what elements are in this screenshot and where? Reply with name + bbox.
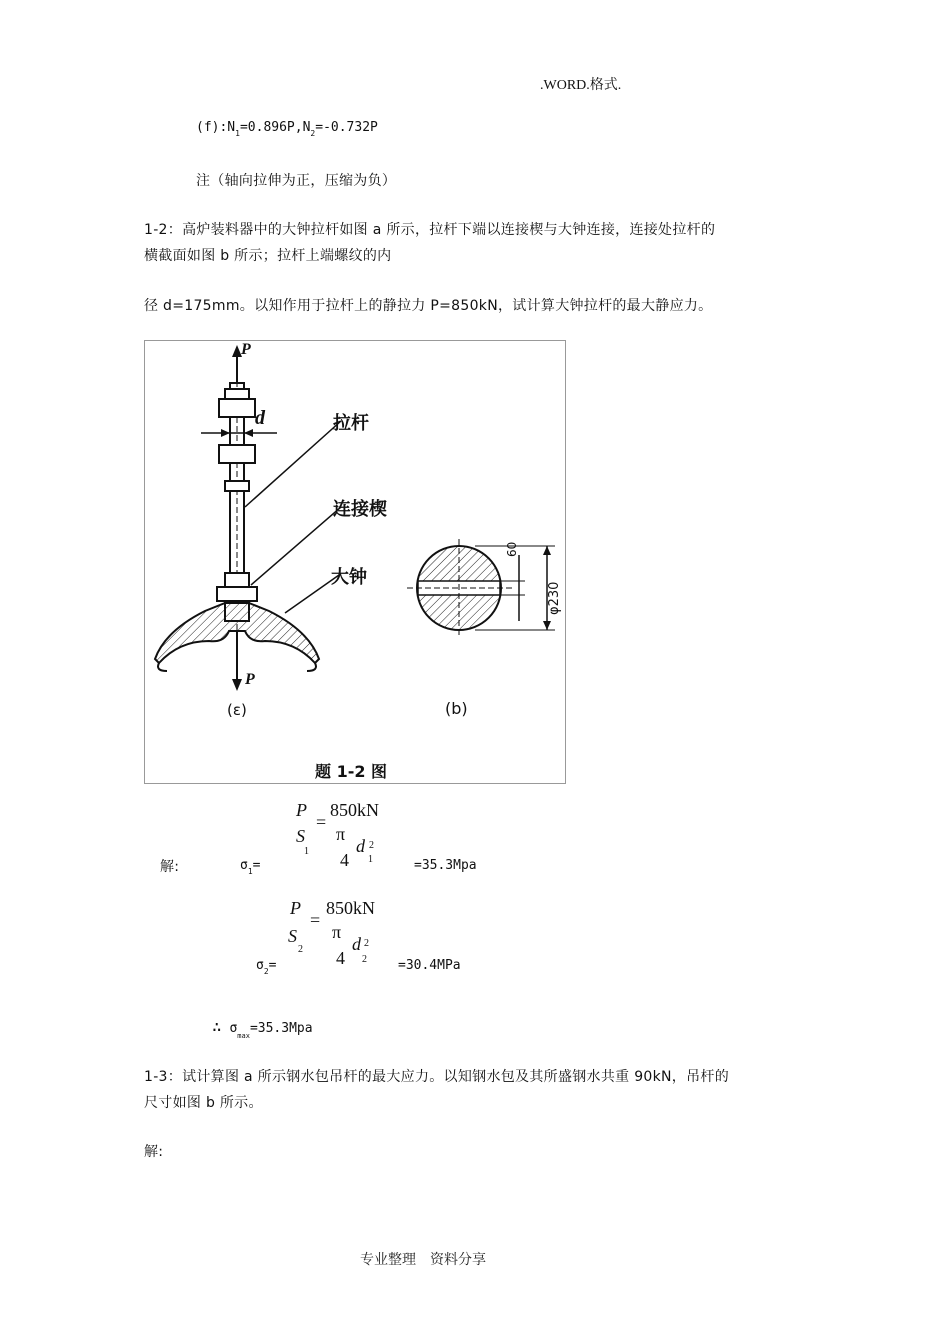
eq1-d-sub: 1 xyxy=(368,854,373,865)
problem-1-2-line3: 径 d=175mm。以知作用于拉杆上的静拉力 P=850kN，试计算大钟拉杆的最大静应力。 xyxy=(144,298,713,314)
problem-1-2-line1: 1-2：高炉装料器中的大钟拉杆如图 a 所示，拉杆下端以连接楔与大钟连接，连接处拉杆的 xyxy=(144,222,716,238)
therefore-symbol: ∴ xyxy=(212,1017,222,1036)
eq2-sigma-sub: 2 xyxy=(263,967,269,976)
dim-60: 60 xyxy=(505,541,519,557)
eq1-S: S xyxy=(296,826,305,846)
solution-label: 解: xyxy=(160,859,180,875)
eq2-sigma-eq: = xyxy=(268,958,277,973)
eq1-d: d xyxy=(356,836,365,856)
eq1-d-sup: 2 xyxy=(369,840,374,851)
leader-lines xyxy=(245,421,341,613)
subscript-2: 2 xyxy=(310,129,316,138)
eq2-result: =30.4MPa xyxy=(398,958,461,973)
sigma-max-sub: max xyxy=(237,1032,250,1040)
figure-caption: 题 1-2 图 xyxy=(315,762,388,781)
eq2-sigma-lhs xyxy=(256,958,277,976)
figure-1-2 xyxy=(144,340,566,784)
problem-1-3-line1: 1-3：试计算图 a 所示钢水包吊杆的最大应力。以知钢水包及其所盛钢水共重 90kN，吊杆的 xyxy=(144,1069,729,1085)
label-figure-b: (b) xyxy=(445,699,468,718)
label-d: d xyxy=(255,407,265,429)
eq2-sigma: σ xyxy=(256,958,264,973)
eq2-S: S xyxy=(288,926,297,946)
eq2-S-sub: 2 xyxy=(298,944,303,955)
eq1-P: P xyxy=(296,800,307,820)
sigma-max-value: =35.3Mpa xyxy=(249,1021,313,1036)
eq2-d-sub: 2 xyxy=(362,954,367,965)
eq2-P: P xyxy=(290,898,301,918)
page-header: .WORD.格式. xyxy=(540,78,622,93)
problem-1-2-line2: 横截面如图 b 所示；拉杆上端螺纹的内 xyxy=(144,248,392,264)
label-p-top: P xyxy=(241,341,251,358)
eq1-value: 850kN xyxy=(330,800,379,820)
dim-phi-230: φ230 xyxy=(547,581,562,615)
label-figure-a: (ε) xyxy=(227,701,247,719)
eq2-d: d xyxy=(352,934,361,954)
problem-1-3-solution-label: 解: xyxy=(144,1144,164,1160)
max-stress-line xyxy=(212,1017,313,1040)
page-footer: 专业整理 资料分享 xyxy=(360,1252,486,1268)
label-connecting-wedge: 连接楔 xyxy=(333,499,387,520)
eq1-sigma-lhs xyxy=(240,858,261,876)
eq1-sigma: σ xyxy=(240,858,248,873)
eq1-sigma-eq: = xyxy=(252,858,261,873)
bottom-force-arrow xyxy=(232,631,242,691)
sign-note: 注（轴向拉伸为正，压缩为负） xyxy=(196,173,397,189)
label-tie-rod: 拉杆 xyxy=(333,413,369,434)
eq1-four: 4 xyxy=(340,850,349,870)
eq1-pi: π xyxy=(336,824,346,844)
eq2-value: 850kN xyxy=(326,898,375,918)
text-f-prefix: (f):N xyxy=(196,120,236,135)
label-large-bell: 大钟 xyxy=(331,567,367,588)
eq1-equals: = xyxy=(316,812,327,832)
eq2-pi: π xyxy=(332,922,342,942)
eq2-four: 4 xyxy=(336,948,345,968)
eq1-sigma-sub: 1 xyxy=(247,867,253,876)
figure-drawing xyxy=(145,341,565,783)
eq2-d-sup: 2 xyxy=(364,938,369,949)
subscript-1: 1 xyxy=(235,129,240,138)
text-f-mid: =0.896P,N xyxy=(239,120,311,135)
cross-section-b xyxy=(407,539,555,637)
label-p-bottom: P xyxy=(245,671,255,688)
eq1-S-sub: 1 xyxy=(304,846,309,857)
result-line-f xyxy=(196,120,378,138)
problem-1-3-line2: 尺寸如图 b 所示。 xyxy=(144,1095,263,1111)
eq2-equals: = xyxy=(310,910,321,930)
eq1-result: =35.3Mpa xyxy=(414,858,477,873)
text-f-suffix: =-0.732P xyxy=(315,120,378,135)
sigma-max-symbol: σ xyxy=(229,1021,238,1036)
